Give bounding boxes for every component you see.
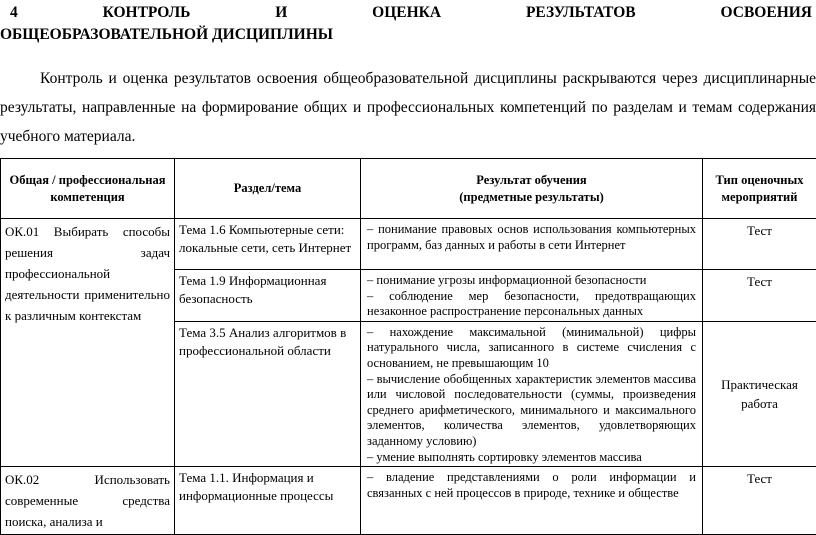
intro-paragraph	[0, 64, 816, 151]
section-heading-line1	[0, 2, 816, 24]
header-result	[361, 159, 703, 219]
table-header-row	[1, 159, 816, 219]
table-row	[1, 219, 816, 270]
assessment-type-cell: Тест	[703, 270, 816, 322]
topic-cell: Тема 3.5 Анализ алгоритмов в профессиональной области	[175, 321, 361, 466]
result-item: – понимание угрозы информационной безопасности	[367, 273, 696, 289]
header-result-line1: Результат обучения	[365, 172, 698, 189]
results-cell	[361, 219, 703, 270]
assessment-type-cell: Тест	[703, 467, 816, 535]
section-heading-line2: ОБЩЕОБРАЗОВАТЕЛЬНОЙ ДИСЦИПЛИНЫ	[0, 24, 816, 46]
intro-text: Контроль и оценка результатов освоения общеобразовательной дисциплины раскрываются через дисциплинарные результаты, направленные на формирование общих и профессиональных компетенций по разделам и темам содержания учебного материала.	[0, 70, 816, 145]
topic-cell: Тема 1.1. Информация и информационные процессы	[175, 467, 361, 535]
heading-word: ОЦЕНКА	[372, 2, 441, 24]
result-item: – вычисление обобщенных характеристик элементов массива или числовой последовательности (суммы, произведения среднего арифметического, минимального и максимального элементов, количества элементов, удовлетворяющих заданному условию)	[367, 372, 696, 450]
header-result-line2: (предметные результаты)	[365, 189, 698, 206]
competence-cell: ОК.02 Использовать современные средства поиска, анализа и	[1, 467, 175, 535]
heading-word: 4	[10, 2, 18, 24]
section-heading	[0, 2, 816, 46]
topic-cell: Тема 1.9 Информационная безопасность	[175, 270, 361, 322]
assessment-table	[0, 158, 816, 535]
header-type: Тип оценочных мероприятий	[703, 159, 816, 219]
heading-word: ОСВОЕНИЯ	[721, 2, 812, 24]
results-cell	[361, 270, 703, 322]
heading-word: И	[275, 2, 287, 24]
result-item: – соблюдение мер безопасности, предотвращающих незаконное распространение персональных данных	[367, 289, 696, 320]
results-cell	[361, 321, 703, 466]
results-cell	[361, 467, 703, 535]
assessment-type-cell: Тест	[703, 219, 816, 270]
result-item: – понимание правовых основ использования компьютерных программ, баз данных и работы в сети Интернет	[367, 222, 696, 253]
topic-cell: Тема 1.6 Компьютерные сети: локальные сети, сеть Интернет	[175, 219, 361, 270]
heading-word: КОНТРОЛЬ	[103, 2, 191, 24]
header-competence: Общая / профессиональная компетенция	[1, 159, 175, 219]
assessment-type-cell: Практическая работа	[703, 321, 816, 466]
result-item: – умение выполнять сортировку элементов массива	[367, 450, 696, 466]
competence-cell: ОК.01 Выбирать способы решения задач профессиональной деятельности применительно к различным контекстам	[1, 219, 175, 467]
result-item: – владение представлениями о роли информации и связанных с ней процессов в природе, технике и обществе	[367, 470, 696, 501]
table-row	[1, 467, 816, 535]
heading-word: РЕЗУЛЬТАТОВ	[526, 2, 636, 24]
result-item: – нахождение максимальной (минимальной) цифры натурального числа, записанного в системе счисления с основанием, не превышающим 10	[367, 325, 696, 372]
header-section: Раздел/тема	[175, 159, 361, 219]
